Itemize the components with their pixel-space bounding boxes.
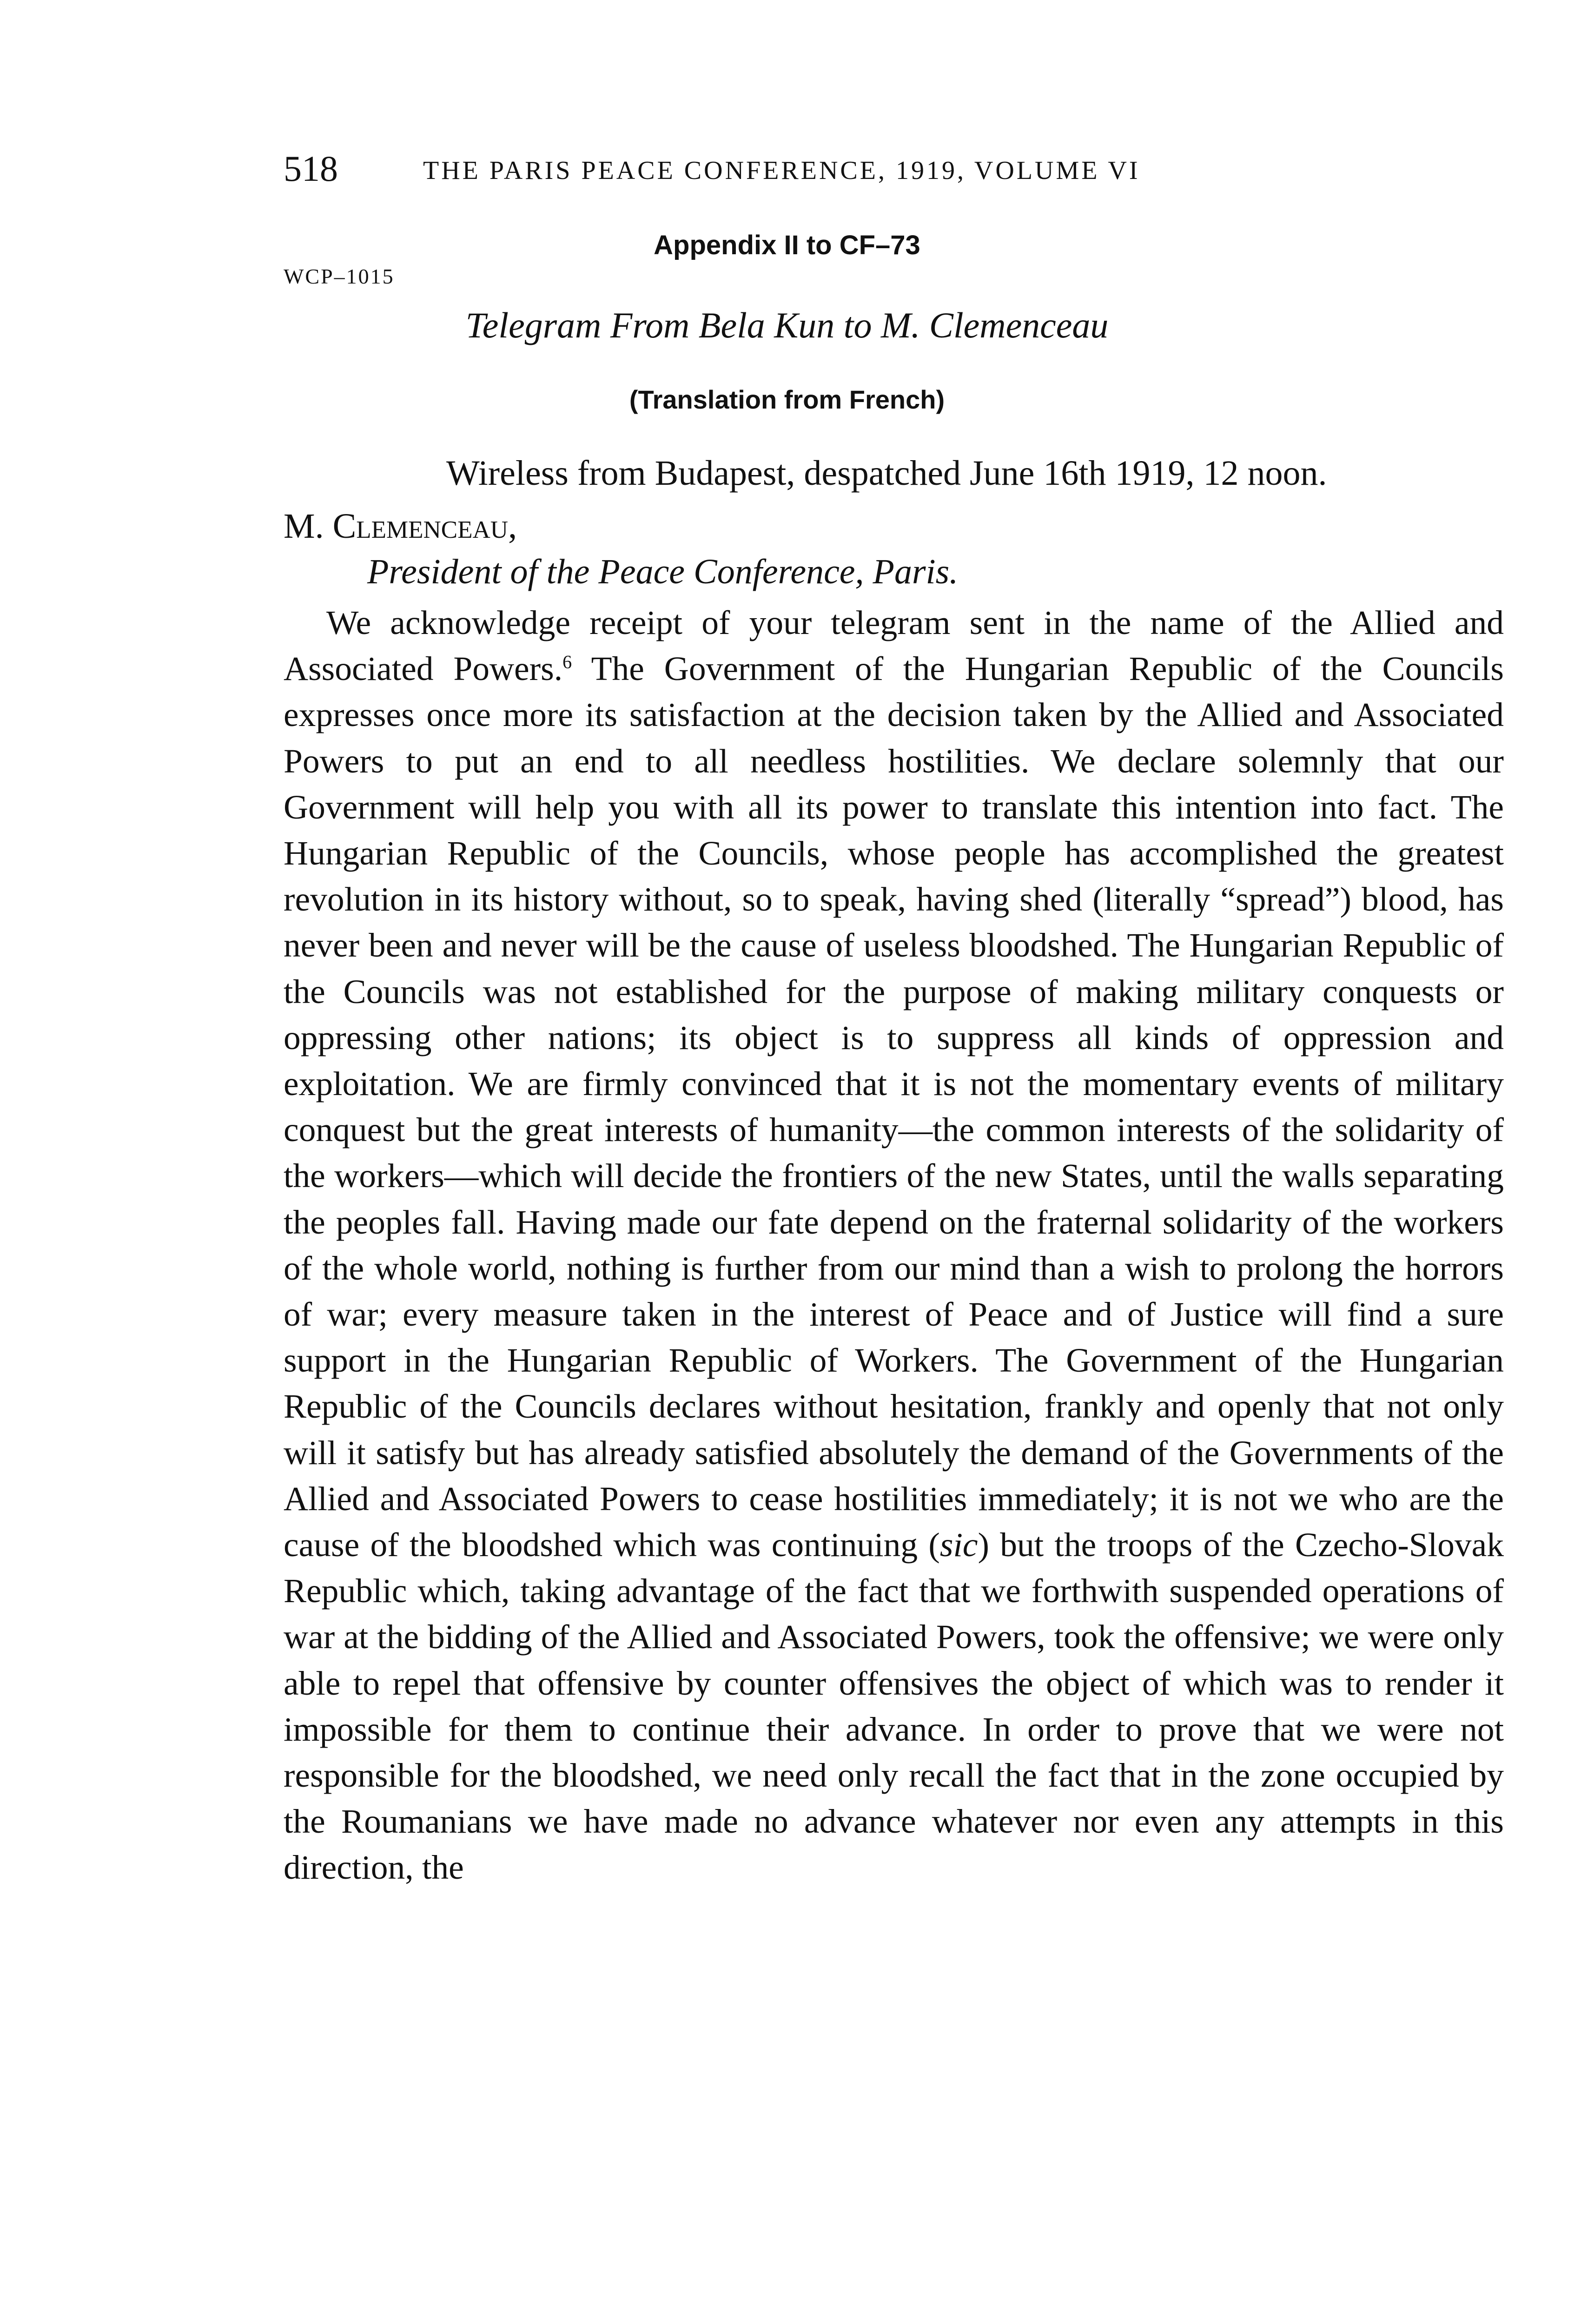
addressee: [284, 503, 517, 549]
document-title: Telegram From Bela Kun to M. Clemenceau: [465, 305, 1109, 345]
body-text-part-2: The Government of the Hungarian Republic of the Councils expresses once more its satisfaction at the decision taken by the Allied and Associated Powers to put an end to all needless hostilities. We declare solemnly that our Government will help you with all its power to translate this intention into fact. The Hungarian Republic of the Councils, whose people has accomplished the greatest revolution in its history without, so to speak, having shed (literally “spread”) blood, has never been and never will be the cause of useless bloodshed. The Hungarian Republic of the Councils was not established for the purpose of making military conquests or oppressing other nations; its object is to suppress all kinds of oppression and exploitation. We are firmly convinced that it is not the momentary events of military conquest but the great interests of humanity—the common interests of the solidarity of the workers—which will decide the frontiers of the new States, until the walls separating the peoples fall. Having made our fate depend on the fraternal solidarity of the workers of the whole world, nothing is further from our mind than a wish to prolong the horrors of war; every measure taken in the interest of Peace and of Justice will find a sure support in the Hungarian Republic of Workers. The Government of the Hungarian Republic of the Councils declares without hesitation, frankly and openly that not only will it satisfy but has already satisfied absolutely the demand of the Governments of the Allied and Associated Powers to cease hostilities immediately; it is not we who are the cause of the bloodshed which was continuing (: [284, 650, 1504, 1564]
addressee-title: President of the Peace Conference, Paris.: [367, 552, 959, 591]
running-title: THE PARIS PEACE CONFERENCE, 1919, VOLUME VI: [423, 156, 1140, 185]
telegram-body: [284, 600, 1504, 1891]
translation-note: (Translation from French): [629, 385, 945, 414]
sic-note: sic: [939, 1526, 978, 1564]
addressee-suffix: ,: [508, 507, 517, 546]
body-text-part-1: We acknowledge receipt of your telegram sent in the name of the Allied and Associated Powers.: [284, 604, 1504, 688]
page-number: 518: [284, 148, 338, 189]
footnote-reference: 6: [562, 651, 572, 673]
appendix-heading: Appendix II to CF–73: [654, 230, 920, 260]
dispatch-line: Wireless from Budapest, despatched June 16th 1919, 12 noon.: [446, 454, 1327, 493]
addressee-name: Clemenceau: [332, 507, 509, 546]
body-text-part-3: ) but the troops of the Czecho-Slovak Republic which, taking advantage of the fact that we forthwith suspended operations of war at the bidding of the Allied and Associated Powers, took the offensive; we were only able to repel that offensive by counter offensives the object of which was to render it impossible for them to continue their advance. In order to prove that we were not responsible for the bloodshed, we need only recall the fact that in the zone occupied by the Roumanians we have made no advance whatever nor even any attempts in this direction, the: [284, 1526, 1504, 1887]
addressee-prefix: M.: [284, 507, 333, 546]
document-id: WCP–1015: [284, 264, 395, 288]
running-header: [284, 148, 1501, 190]
